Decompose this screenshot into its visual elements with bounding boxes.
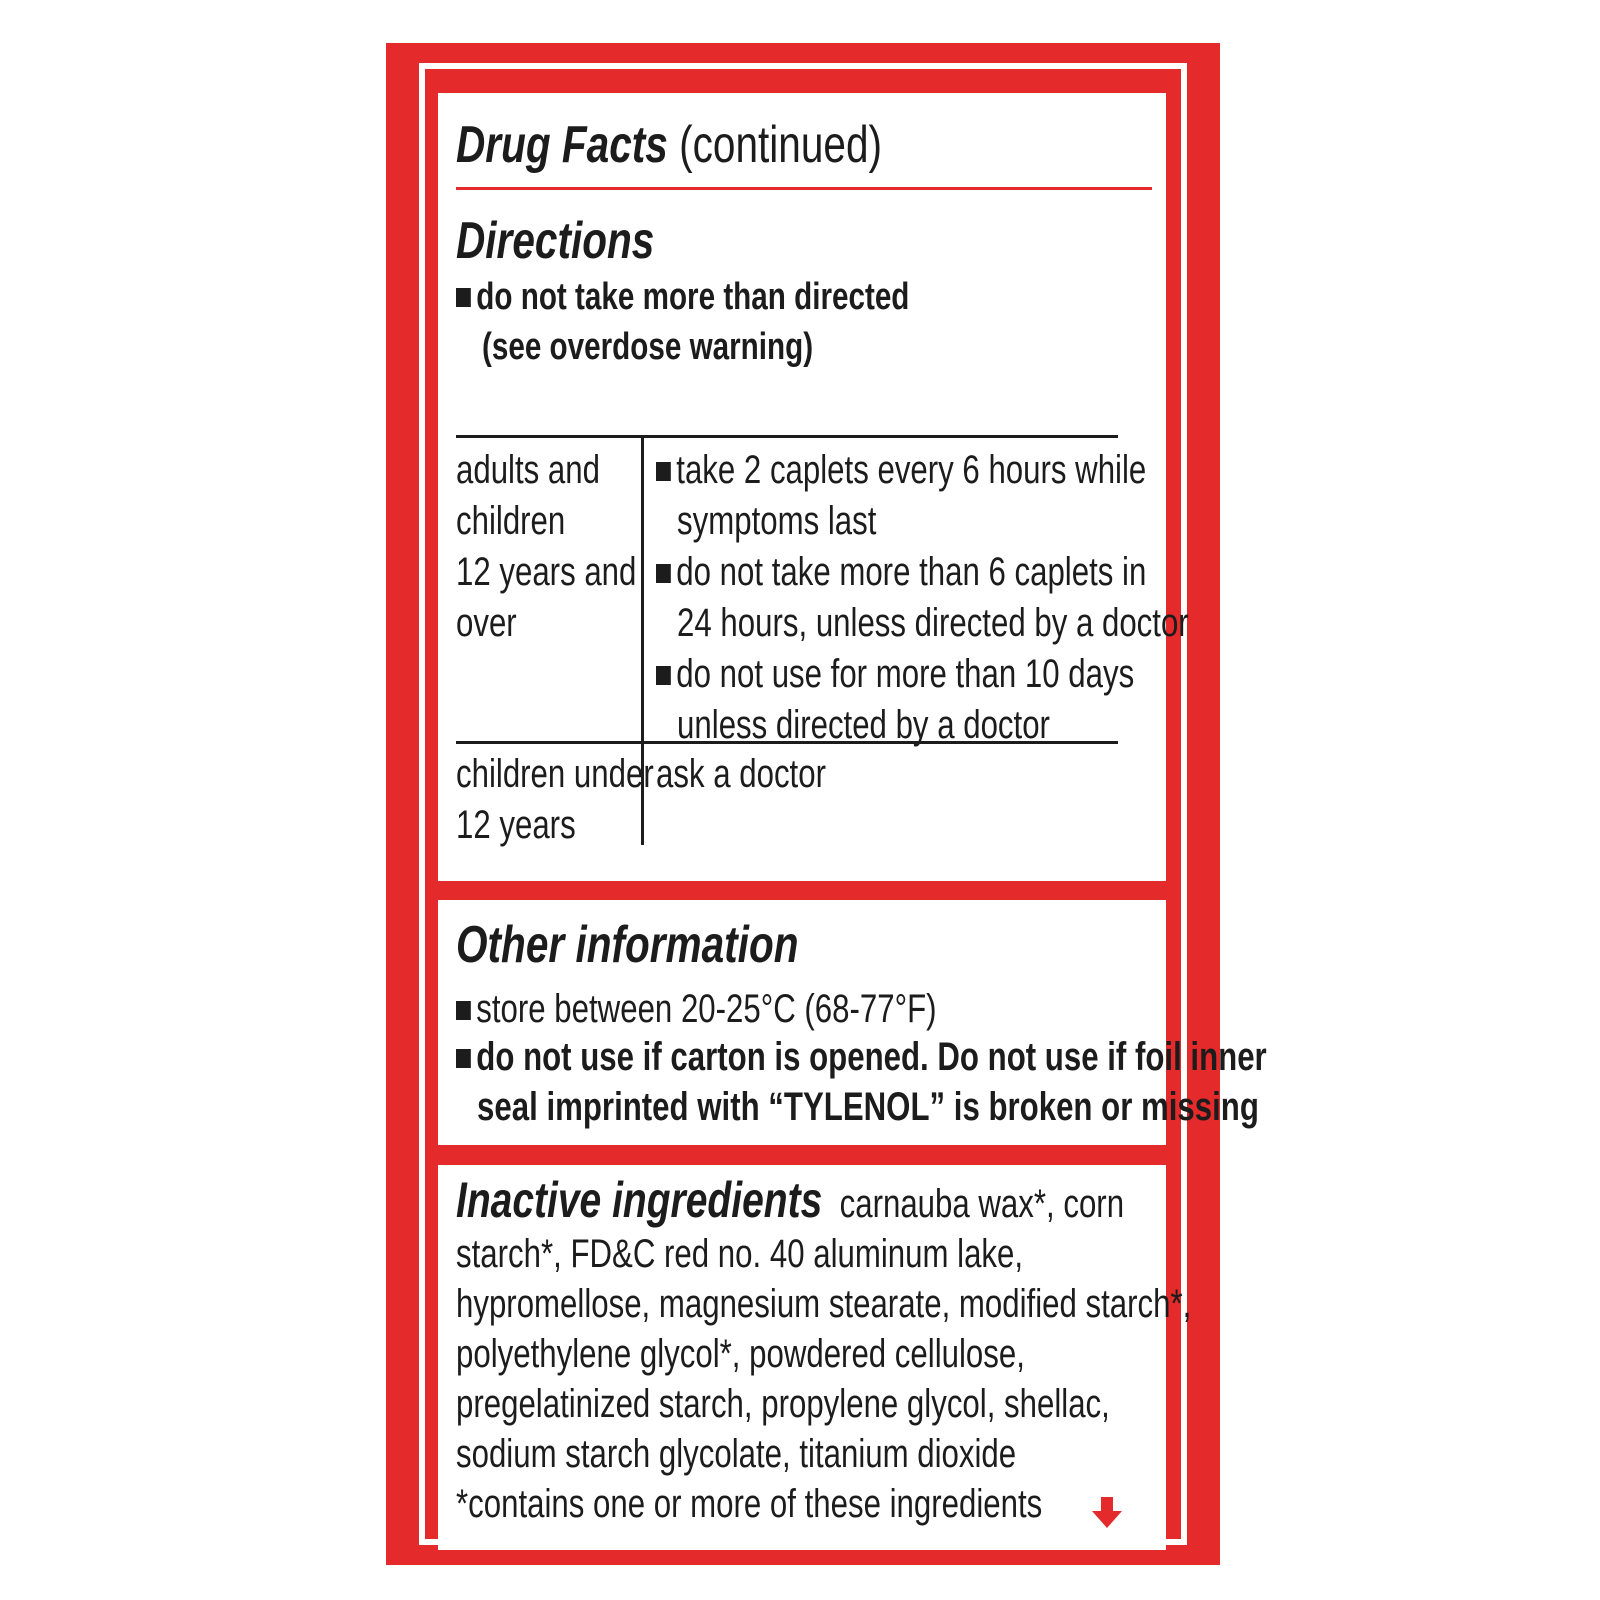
- table-row-adults-age: adults and children 12 years and over: [456, 448, 637, 645]
- square-bullet-icon: [656, 564, 671, 583]
- heading-divider: [456, 187, 1152, 190]
- directions-title: Directions: [456, 212, 655, 270]
- directions-warning: do not take more than directed: [456, 276, 1037, 319]
- inactive-ingredients-panel: [438, 1165, 1192, 1550]
- drug-facts-heading: [456, 115, 1002, 175]
- directions-panel: [438, 93, 1189, 881]
- drug-facts-carton: [386, 43, 1267, 1565]
- table-row-adults-directions: take 2 caplets every 6 hours while symptoms last do not take more than 6 caplets in 24 hours, unless directed by a doctor do not use for more than 10 days unless directed by a doctor: [656, 445, 1339, 751]
- other-information-panel: [438, 900, 1267, 1145]
- other-information-storage: store between 20-25°C (68-77°F): [456, 984, 1072, 1034]
- drug-facts-continued: (continued): [679, 116, 883, 174]
- square-bullet-icon: [456, 288, 471, 307]
- square-bullet-icon: [656, 666, 671, 685]
- table-row-children-directions: ask a doctor: [656, 752, 826, 796]
- arrow-down-icon: [1092, 1511, 1122, 1528]
- square-bullet-icon: [456, 1001, 471, 1020]
- table-row-children-age: children under 12 years: [456, 752, 654, 847]
- table-top-rule: [456, 435, 1118, 438]
- other-information-title: Other information: [456, 916, 799, 974]
- other-information-seal-warning: do not use if carton is opened. Do not use if foil inner seal imprinted with “TYLENOL” is broken or missing: [456, 1032, 1495, 1132]
- directions-warning-line2: (see overdose warning): [482, 326, 814, 368]
- inactive-ingredients-title: Inactive ingredients: [456, 1172, 823, 1228]
- square-bullet-icon: [456, 1049, 471, 1068]
- inactive-ingredients-text: Inactive ingredients carnauba wax*, corn starch*, FD&C red no. 40 aluminum lake, hypromellose, magnesium stearate, modified starch*, polyethylene glycol*, powdered cellulose, pregelatinized starch, propylene glycol, shellac, sodium starch glycolate, titanium dioxide *contains one or more of these ingredients: [456, 1172, 1192, 1526]
- drug-facts-title: Drug Facts: [456, 116, 668, 174]
- square-bullet-icon: [656, 462, 671, 481]
